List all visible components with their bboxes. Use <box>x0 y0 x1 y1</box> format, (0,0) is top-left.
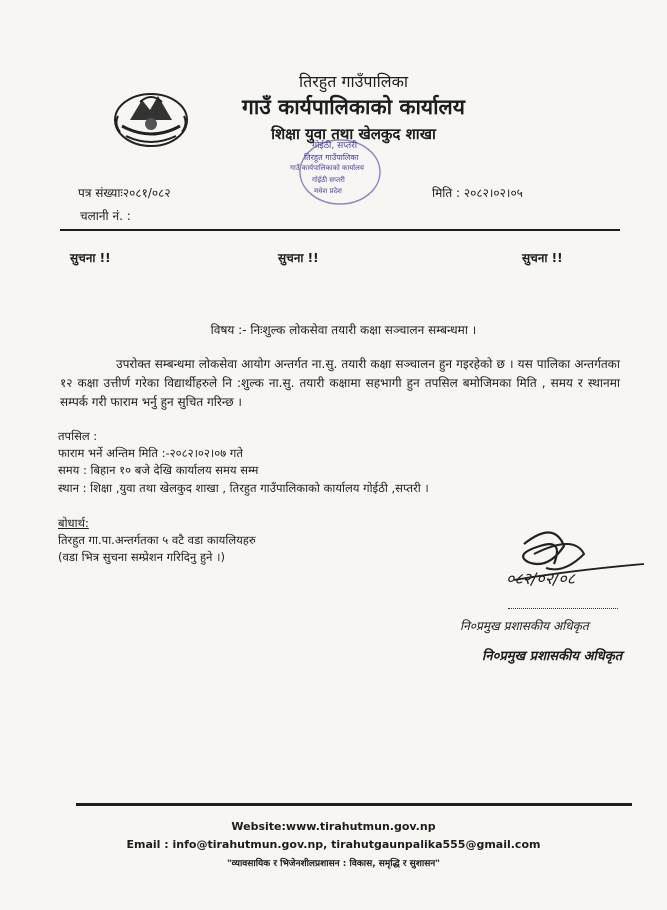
footer-website: Website:www.tirahutmun.gov.np <box>231 820 436 833</box>
signatory-title: नि०प्रमुख प्रशासकीय अधिकृत <box>460 619 589 633</box>
office-name: गाउँ कार्यपालिकाको कार्यालय <box>242 95 465 119</box>
signature-date: ०८२/०२/०८ <box>506 569 576 588</box>
stamp-line-4: गोईठी सप्तरी <box>312 176 345 184</box>
letter-date: मिति : २०८२।०२।०५ <box>432 186 523 200</box>
cc-line-2: (वडा भित्र सुचना सम्प्रेशन गरिदिनु हुने ।) <box>58 550 225 564</box>
cc-line-1: तिरहुत गा.पा.अन्तर्गतका ५ वटै वडा कायलियहरु <box>58 533 256 547</box>
details-time: समय : बिहान १० बजे देखि कार्यालय समय सम्म <box>58 463 259 477</box>
section-name: शिक्षा युवा तथा खेलकुद शाखा <box>271 125 436 143</box>
office-stamp <box>290 132 390 212</box>
header-divider <box>60 229 620 231</box>
stamp-line-3: गाउँ कार्यपालिकाको कार्यालय <box>290 164 364 172</box>
details-heading: तपसिल : <box>58 429 98 443</box>
footer-tagline: "व्यावसायिक र भिजेनशीलप्रशासन : विकास, समृद्धि र सुशासन" <box>226 859 440 869</box>
stamp-line-5: मधेश प्रदेश <box>314 187 342 195</box>
letter-subject: विषय :- निःशुल्क लोकसेवा तयारी कक्षा सञ्चालन सम्बन्धमा । <box>210 323 477 337</box>
cc-heading: बोधार्थ: <box>58 516 89 530</box>
stamp-line-2: तिरहुत गाउँपालिका <box>304 153 359 162</box>
details-place: स्थान : शिक्षा ,युवा तथा खेलकुद शाखा , तिरहुत गाउँपालिकाको कार्यालय गोईठी ,सप्तरी । <box>58 481 429 495</box>
letter-body: उपरोक्त सम्बन्धमा लोकसेवा आयोग अन्तर्गत ना.सु. तयारी कक्षा सञ्चालन हुन गइरहेको छ । यस पालिका अन्तर्गतका १२ कक्षा उत्तीर्ण गरेका विद्यार्थीहरुले नि :शुल्क ना.सु. तयारी कक्षामा सहभागी हुन तपसिल बमोजिमका मिति , समय र स्थानमा सम्पर्क गरी फाराम भर्नु हुन सुचित गरिन्छ । <box>60 357 620 409</box>
signatory-stamp: नि०प्रमुख प्रशासकीय अधिकृत <box>482 649 623 664</box>
municipality-name: तिरहुत गाउँपालिका <box>298 72 409 91</box>
notice-label-left: सुचना !! <box>70 251 111 265</box>
details-deadline: फाराम भर्ने अन्तिम मिति :-२०८२।०२।०७ गते <box>58 446 243 460</box>
footer-email: Email : info@tirahutmun.gov.np, tirahutgaunpalika555@gmail.com <box>126 838 541 851</box>
dispatch-number: चलानी नं. : <box>80 209 131 223</box>
notice-label-right: सुचना !! <box>522 251 563 265</box>
footer-divider <box>76 803 632 806</box>
stamp-line-1: गोईठी, सप्तरी <box>312 141 358 151</box>
signature-line <box>508 608 618 609</box>
letter-number: पत्र संख्याः२०८१/०८२ <box>78 186 171 200</box>
notice-label-center: सुचना !! <box>278 251 319 265</box>
